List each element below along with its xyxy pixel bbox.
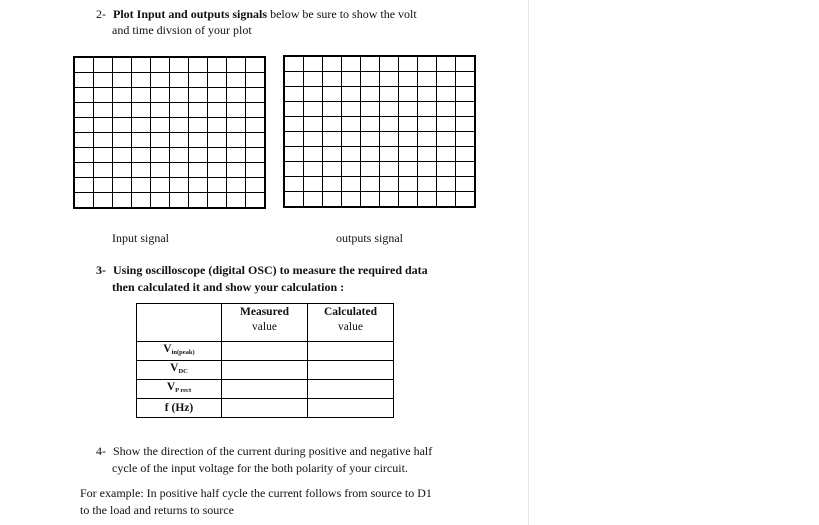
grid-cell (304, 102, 323, 117)
grid-cell (342, 162, 361, 177)
row-label-sub: in(peak) (171, 349, 195, 356)
section-3-line-2: then calculated it and show your calculation : (112, 280, 345, 294)
grid-cell (285, 117, 304, 132)
grid-cell (208, 133, 227, 148)
grid-cell (94, 193, 113, 208)
grid-cell (94, 118, 113, 133)
grid-cell (399, 102, 418, 117)
grid-cell (132, 163, 151, 178)
grid-cell (151, 133, 170, 148)
grid-cell (418, 132, 437, 147)
grid-cell (456, 87, 475, 102)
example-line-2: to the load and returns to source (80, 503, 234, 517)
grid-cell (418, 117, 437, 132)
header-calculated (308, 304, 394, 342)
grid-cell (323, 72, 342, 87)
grid-cell (189, 178, 208, 193)
grid-cell (418, 72, 437, 87)
grid-row (75, 133, 265, 148)
grid-cell (361, 147, 380, 162)
grid-cell (304, 117, 323, 132)
input-signal-label: Input signal (112, 231, 169, 245)
calculated-cell (308, 361, 394, 380)
grid-cell (437, 72, 456, 87)
grid-cell (304, 72, 323, 87)
header-measured-line-2: value (252, 321, 277, 333)
grid-cell (361, 87, 380, 102)
section-2-line-2: and time divsion of your plot (112, 23, 252, 37)
grid-cell (94, 178, 113, 193)
grid-cell (208, 163, 227, 178)
grid-cell (285, 87, 304, 102)
grid-cell (437, 147, 456, 162)
grid-cell (456, 162, 475, 177)
header-calculated-line-2: value (338, 321, 363, 333)
grid-cell (94, 103, 113, 118)
grid-cell (208, 73, 227, 88)
grid-cell (285, 102, 304, 117)
grid-cell (361, 72, 380, 87)
grid-cell (246, 73, 265, 88)
grid-cell (227, 148, 246, 163)
grid-cell (285, 132, 304, 147)
grid-cell (437, 162, 456, 177)
example-line-1: For example: In positive half cycle the current follows from source to D1 (80, 486, 432, 500)
grid-cell (75, 118, 94, 133)
grid-cell (399, 72, 418, 87)
grid-cell (75, 193, 94, 208)
row-label-sub: DC (178, 368, 188, 375)
grid-cell (437, 132, 456, 147)
grid-cell (342, 102, 361, 117)
grid-cell (380, 57, 399, 72)
header-calculated-line-1: Calculated (323, 306, 378, 318)
grid-cell (208, 148, 227, 163)
grid-cell (151, 88, 170, 103)
grid-cell (132, 88, 151, 103)
grid-cell (304, 147, 323, 162)
grid-cell (399, 57, 418, 72)
grid-cell (151, 118, 170, 133)
grid-cell (304, 162, 323, 177)
grid-cell (75, 88, 94, 103)
grid-cell (151, 148, 170, 163)
grid-cell (342, 192, 361, 207)
grid-row (285, 117, 475, 132)
grid-cell (189, 88, 208, 103)
grid-cell (227, 178, 246, 193)
grid-cell (246, 163, 265, 178)
measured-cell (222, 380, 308, 399)
grid-cell (151, 193, 170, 208)
section-4-text: Show the direction of the current during positive and negative half (113, 444, 433, 458)
grid-row (75, 193, 265, 208)
grid-cell (285, 192, 304, 207)
section-3-text: Using oscilloscope (digital OSC) to measure the required data (113, 263, 428, 277)
row-label-frequency (137, 399, 222, 418)
grid-cell (227, 58, 246, 73)
grid-cell (132, 148, 151, 163)
grid-cell (380, 147, 399, 162)
grid-cell (361, 132, 380, 147)
grid-cell (151, 163, 170, 178)
grid-cell (437, 117, 456, 132)
measured-cell (222, 361, 308, 380)
row-label-vin-peak (137, 342, 222, 361)
calculated-cell (308, 342, 394, 361)
grid-cell (456, 102, 475, 117)
grid-cell (189, 58, 208, 73)
grid-cell (170, 178, 189, 193)
grid-cell (380, 102, 399, 117)
grid-cell (456, 117, 475, 132)
grid-cell (361, 192, 380, 207)
row-label-vdc (137, 361, 222, 380)
grid-cell (246, 103, 265, 118)
grid-cell (323, 192, 342, 207)
grid-row (75, 178, 265, 193)
grid-cell (361, 162, 380, 177)
section-4-line-2: cycle of the input voltage for the both polarity of your circuit. (112, 461, 408, 475)
grid-cell (75, 58, 94, 73)
grid-cell (75, 178, 94, 193)
grid-row (285, 192, 475, 207)
grid-cell (94, 163, 113, 178)
grid-cell (227, 88, 246, 103)
grid-cell (94, 73, 113, 88)
grid-cell (113, 193, 132, 208)
grid-cell (246, 193, 265, 208)
table-row (137, 342, 394, 361)
grid-cell (94, 148, 113, 163)
grid-cell (399, 162, 418, 177)
grid-cell (342, 87, 361, 102)
grid-cell (342, 147, 361, 162)
calculated-cell (308, 399, 394, 418)
grid-cell (304, 132, 323, 147)
grid-cell (323, 177, 342, 192)
grid-cell (189, 148, 208, 163)
grid-cell (246, 148, 265, 163)
grid-cell (208, 193, 227, 208)
measured-cell (222, 399, 308, 418)
grid-cell (246, 133, 265, 148)
table-row (137, 361, 394, 380)
grid-cell (399, 147, 418, 162)
grid-cell (170, 133, 189, 148)
header-measured-line-1: Measured (240, 306, 289, 318)
grid-cell (227, 118, 246, 133)
grid-cell (456, 132, 475, 147)
grid-cell (113, 58, 132, 73)
grid-cell (380, 162, 399, 177)
grid-cell (418, 162, 437, 177)
grid-cell (189, 133, 208, 148)
grid-cell (380, 177, 399, 192)
section-3-line-1 (96, 262, 428, 278)
grid-cell (342, 57, 361, 72)
grid-cell (132, 133, 151, 148)
grid-cell (285, 147, 304, 162)
grid-cell (94, 133, 113, 148)
grid-cell (380, 87, 399, 102)
grid-cell (399, 87, 418, 102)
grid-cell (399, 192, 418, 207)
grid-cell (227, 133, 246, 148)
grid-cell (304, 57, 323, 72)
grid-cell (285, 162, 304, 177)
table-row (137, 399, 394, 418)
grid-cell (323, 117, 342, 132)
grid-cell (113, 163, 132, 178)
grid-row (285, 147, 475, 162)
grid-cell (189, 163, 208, 178)
section-2-line-1 (96, 6, 417, 22)
grid-row (75, 148, 265, 163)
grid-cell (132, 58, 151, 73)
row-label-sub: P rect (175, 387, 192, 394)
grid-cell (380, 132, 399, 147)
input-signal-grid (73, 56, 266, 209)
grid-cell (342, 132, 361, 147)
grid-cell (170, 103, 189, 118)
grid-cell (380, 72, 399, 87)
grid-cell (132, 118, 151, 133)
grid-cell (75, 163, 94, 178)
grid-cell (456, 57, 475, 72)
row-label-main: V (166, 381, 176, 393)
grid-cell (227, 193, 246, 208)
grid-cell (170, 148, 189, 163)
grid-cell (75, 73, 94, 88)
grid-cell (227, 163, 246, 178)
grid-cell (399, 132, 418, 147)
grid-cell (151, 58, 170, 73)
grid-row (75, 58, 265, 73)
grid-cell (189, 118, 208, 133)
grid-cell (208, 103, 227, 118)
grid-cell (304, 192, 323, 207)
grid-cell (285, 177, 304, 192)
grid-cell (132, 103, 151, 118)
grid-row (285, 162, 475, 177)
row-label-main: f (Hz) (164, 401, 194, 414)
grid-cell (285, 72, 304, 87)
grid-cell (151, 73, 170, 88)
grid-cell (418, 57, 437, 72)
grid-row (75, 118, 265, 133)
row-label-vp-rect (137, 380, 222, 399)
grid-row (285, 102, 475, 117)
grid-cell (170, 88, 189, 103)
table-row (137, 380, 394, 399)
grid-cell (113, 73, 132, 88)
measurement-table (136, 303, 394, 418)
grid-cell (437, 57, 456, 72)
grid-cell (342, 72, 361, 87)
grid-cell (94, 88, 113, 103)
grid-cell (323, 147, 342, 162)
grid-cell (227, 73, 246, 88)
grid-cell (418, 87, 437, 102)
grid-cell (75, 148, 94, 163)
grid-cell (418, 177, 437, 192)
grid-cell (418, 147, 437, 162)
header-measured (222, 304, 308, 342)
grid-row (75, 163, 265, 178)
grid-cell (170, 193, 189, 208)
grid-cell (361, 177, 380, 192)
section-2-heading: Plot Input and outputs signals (113, 7, 268, 21)
section-2-number: 2- (96, 7, 106, 21)
grid-cell (437, 102, 456, 117)
grid-cell (380, 117, 399, 132)
grid-cell (323, 57, 342, 72)
grid-row (75, 73, 265, 88)
output-signal-label: outputs signal (336, 231, 404, 245)
grid-cell (132, 193, 151, 208)
grid-cell (361, 57, 380, 72)
calculated-cell (308, 380, 394, 399)
grid-row (285, 72, 475, 87)
grid-cell (189, 193, 208, 208)
grid-cell (323, 162, 342, 177)
grid-cell (323, 102, 342, 117)
grid-cell (113, 103, 132, 118)
grid-cell (189, 103, 208, 118)
table-corner-cell (137, 304, 222, 342)
grid-cell (246, 178, 265, 193)
grid-row (285, 57, 475, 72)
grid-cell (113, 133, 132, 148)
section-3-number: 3- (96, 263, 106, 277)
grid-cell (132, 73, 151, 88)
grid-cell (304, 177, 323, 192)
grid-cell (304, 87, 323, 102)
grid-cell (342, 117, 361, 132)
row-label-main: V (170, 362, 179, 374)
grid-cell (285, 57, 304, 72)
grid-cell (113, 118, 132, 133)
grid-cell (246, 58, 265, 73)
grid-cell (113, 88, 132, 103)
grid-cell (208, 118, 227, 133)
grid-cell (113, 148, 132, 163)
grid-row (285, 87, 475, 102)
grid-cell (151, 178, 170, 193)
measured-cell (222, 342, 308, 361)
grid-cell (189, 73, 208, 88)
grid-cell (399, 177, 418, 192)
grid-cell (208, 88, 227, 103)
section-4-number: 4- (96, 444, 106, 458)
grid-row (285, 132, 475, 147)
grid-cell (437, 192, 456, 207)
grid-row (75, 88, 265, 103)
grid-cell (456, 147, 475, 162)
grid-row (75, 103, 265, 118)
grid-cell (380, 192, 399, 207)
grid-cell (170, 163, 189, 178)
table-header-row (137, 304, 394, 342)
output-signal-grid (283, 55, 476, 208)
grid-cell (170, 118, 189, 133)
grid-row (285, 177, 475, 192)
grid-cell (437, 177, 456, 192)
grid-cell (227, 103, 246, 118)
grid-cell (208, 58, 227, 73)
grid-cell (437, 87, 456, 102)
section-4-line-1 (96, 443, 432, 459)
grid-cell (399, 117, 418, 132)
grid-cell (246, 88, 265, 103)
row-label-main: V (163, 343, 172, 355)
grid-cell (132, 178, 151, 193)
grid-cell (456, 72, 475, 87)
grid-cell (151, 103, 170, 118)
grid-cell (170, 58, 189, 73)
section-2-text: below be sure to show the volt (267, 7, 417, 21)
grid-cell (361, 102, 380, 117)
grid-cell (418, 102, 437, 117)
grid-cell (323, 87, 342, 102)
grid-cell (113, 178, 132, 193)
grid-cell (456, 177, 475, 192)
grid-cell (75, 133, 94, 148)
grid-cell (323, 132, 342, 147)
grid-cell (170, 73, 189, 88)
grid-cell (75, 103, 94, 118)
grid-cell (94, 58, 113, 73)
grid-cell (456, 192, 475, 207)
grid-cell (418, 192, 437, 207)
grid-cell (208, 178, 227, 193)
grid-cell (361, 117, 380, 132)
grid-cell (246, 118, 265, 133)
grid-cell (342, 177, 361, 192)
